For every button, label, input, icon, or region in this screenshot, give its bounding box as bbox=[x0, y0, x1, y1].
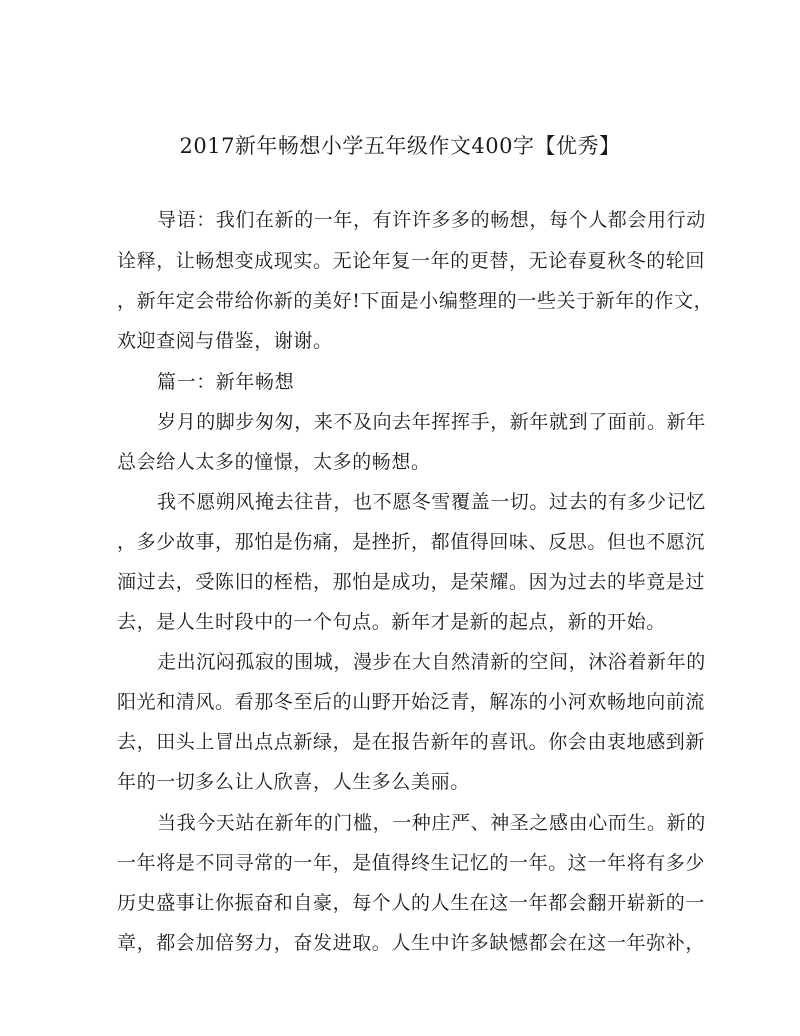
paragraph-line: 诠释，让畅想变成现实。无论年复一年的更替，无论春夏秋冬的轮回 bbox=[117, 250, 706, 272]
paragraph-line: 去，田头上冒出点点新绿，是在报告新年的喜讯。你会由衷地感到新 bbox=[117, 731, 706, 753]
paragraph-line: 导语：我们在新的一年，有许许多多的畅想，每个人都会用行动 bbox=[157, 209, 706, 231]
paragraph-line: 总会给人太多的憧憬，太多的畅想。 bbox=[117, 451, 431, 473]
paragraph-line: 走出沉闷孤寂的围城，漫步在大自然清新的空间，沐浴着新年的 bbox=[157, 651, 706, 673]
paragraph-line: 阳光和清风。看那冬至后的山野开始泛青，解冻的小河欢畅地向前流 bbox=[117, 691, 706, 713]
paragraph-line: 欢迎查阅与借鉴，谢谢。 bbox=[117, 330, 333, 352]
paragraph-line: ，新年定会带给你新的美好!下面是小编整理的一些关于新年的作文， bbox=[117, 290, 714, 312]
paragraph-line: 我不愿朔风掩去往昔，也不愿冬雪覆盖一切。过去的有多少记忆 bbox=[157, 491, 706, 513]
paragraph-line: 去，是人生时段中的一个句点。新年才是新的起点，新的开始。 bbox=[117, 611, 666, 633]
paragraph-line: 一年将是不同寻常的一年，是值得终生记忆的一年。这一年将有多少 bbox=[117, 852, 706, 874]
paragraph-line: ，多少故事，那怕是伤痛，是挫折，都值得回味、反思。但也不愿沉 bbox=[117, 531, 706, 553]
section-heading: 篇一：新年畅想 bbox=[157, 371, 295, 393]
paragraph-line: 当我今天站在新年的门槛，一种庄严、神圣之感由心而生。新的 bbox=[157, 812, 706, 834]
paragraph-line: 年的一切多么让人欣喜，人生多么美丽。 bbox=[117, 771, 470, 793]
paragraph-line: 湎过去，受陈旧的桎梏，那怕是成功，是荣耀。因为过去的毕竟是过 bbox=[117, 571, 706, 593]
paragraph-line: 章，都会加倍努力，奋发进取。人生中许多缺憾都会在这一年弥补， bbox=[117, 932, 706, 954]
paragraph-line: 岁月的脚步匆匆，来不及向去年挥挥手，新年就到了面前。新年 bbox=[157, 411, 706, 433]
document-title: 2017新年畅想小学五年级作文400字【优秀】 bbox=[179, 134, 621, 158]
paragraph-line: 历史盛事让你振奋和自豪，每个人的人生在这一年都会翻开崭新的一 bbox=[117, 892, 706, 914]
